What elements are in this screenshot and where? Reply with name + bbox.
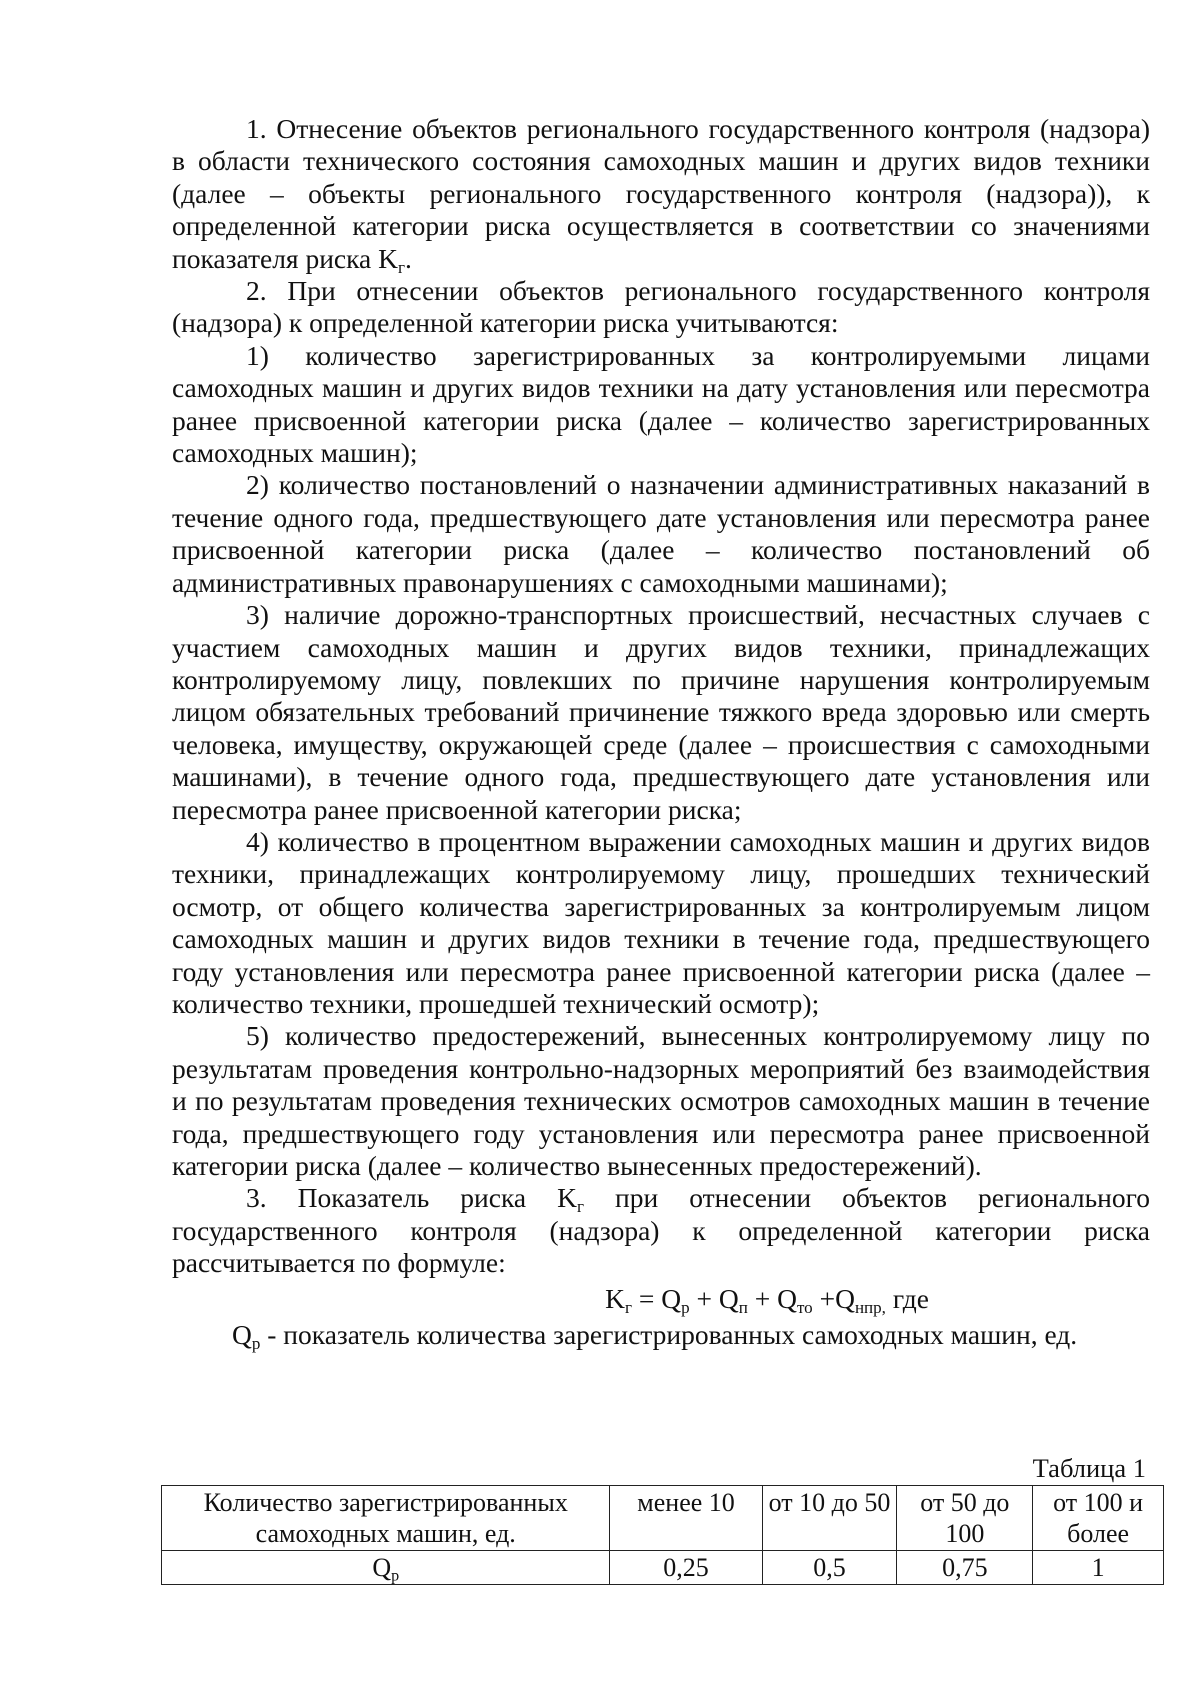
table-row-label bbox=[162, 1551, 610, 1585]
row-label-subscript: р bbox=[391, 1567, 400, 1585]
formula-term: + Q bbox=[747, 1282, 797, 1314]
definition-symbol: Q bbox=[232, 1319, 252, 1351]
table-cell: 0,25 bbox=[610, 1551, 762, 1585]
paragraph-3 bbox=[172, 1182, 1150, 1279]
formula-subscript: р bbox=[681, 1297, 690, 1317]
document-body bbox=[172, 113, 1150, 1351]
formula-k: K bbox=[605, 1282, 625, 1314]
formula-subscript: п bbox=[738, 1297, 748, 1317]
list-item-1: 1) количество зарегистрированных за контролируемыми лицами самоходных машин и других видов техники на дату установления или пересмотра ранее присвоенной категории риска (далее – количество зарегистрированных самоходных машин); bbox=[172, 339, 1150, 469]
table-row bbox=[162, 1551, 1164, 1585]
risk-index-subscript: г bbox=[576, 1197, 584, 1217]
paragraph-1-text: 1. Отнесение объектов регионального государственного контроля (надзора) в области технического состояния самоходных машин и других видов техники (далее – объекты регионального государственного контроля (надзора)), к определенной категории риска осуществляется в соответствии со значениями показателя риска K bbox=[172, 113, 1150, 274]
paragraph-3-text: при отнесении объектов регионального государственного контроля (надзора) к определенной категории риска рассчитывается по формуле: bbox=[172, 1182, 1150, 1279]
table-cell: 0,5 bbox=[762, 1551, 897, 1585]
formula-term: +Q bbox=[812, 1282, 855, 1314]
formula-subscript: нпр, bbox=[854, 1297, 886, 1317]
list-item-5: 5) количество предостережений, вынесенных контролируемому лицу по результатам проведения контрольно-надзорных мероприятий без взаимодействия и по результатам проведения технических осмотров самоходных машин в течение года, предшествующего году установления или пересмотра ранее присвоенной категории риска (далее – количество вынесенных предостережений). bbox=[172, 1020, 1150, 1181]
formula-tail: где bbox=[885, 1282, 929, 1314]
paragraph-2: 2. При отнесении объектов регионального государственного контроля (надзора) к определенной категории риска учитываются: bbox=[172, 275, 1150, 339]
table-cell: 1 bbox=[1033, 1551, 1164, 1585]
list-item-4: 4) количество в процентном выражении самоходных машин и других видов техники, принадлежащих контролируемому лицу, прошедших технический осмотр, от общего количества зарегистрированных за контролируемым лицом самоходных машин и других видов техники в течение года, предшествующего году установления или пересмотра ранее присвоенной категории риска (далее – количество техники, прошедшей технический осмотр); bbox=[172, 825, 1150, 1019]
paragraph-1-end: . bbox=[405, 242, 412, 274]
list-item-2: 2) количество постановлений о назначении административных наказаний в течение одного года, предшествующего дате установления или пересмотра ранее присвоенной категории риска (далее – количество постановлений об административных правонарушениях с самоходными машинами); bbox=[172, 469, 1150, 598]
risk-index-subscript: г bbox=[398, 257, 406, 277]
table-header-cell: от 10 до 50 bbox=[762, 1486, 897, 1551]
paragraph-1 bbox=[172, 113, 1150, 275]
table-header-row bbox=[162, 1486, 1164, 1551]
row-label-symbol: Q bbox=[372, 1553, 392, 1582]
formula-k-subscript: г bbox=[624, 1297, 632, 1317]
risk-formula bbox=[172, 1283, 1150, 1315]
table-cell: 0,75 bbox=[897, 1551, 1033, 1585]
formula-term: = Q bbox=[631, 1282, 682, 1314]
table-header-cell: менее 10 bbox=[610, 1486, 762, 1551]
list-item-3: 3) наличие дорожно-транспортных происшествий, несчастных случаев с участием самоходных машин и других видов техники, принадлежащих контролируемому лицу, повлекших по причине нарушения контролируемым лицом обязательных требований причинение тяжкого вреда здоровью или смерть человека, имуществу, окружающей среде (далее – происшествия с самоходными машинами), в течение одного года, предшествующего дате установления или пересмотра ранее присвоенной категории риска; bbox=[172, 599, 1150, 825]
formula-subscript: то bbox=[796, 1297, 813, 1317]
definition-text: - показатель количества зарегистрированных самоходных машин, ед. bbox=[260, 1319, 1078, 1351]
table-caption: Таблица 1 bbox=[1032, 1453, 1146, 1483]
table-header-cell: от 50 до 100 bbox=[897, 1486, 1033, 1551]
risk-table bbox=[161, 1485, 1164, 1585]
table-header-cell: от 100 и более bbox=[1033, 1486, 1164, 1551]
formula-definition bbox=[172, 1319, 1150, 1351]
definition-subscript: р bbox=[251, 1333, 261, 1353]
table-header-label: Количество зарегистрированных самоходных машин, ед. bbox=[162, 1486, 610, 1551]
formula-term: + Q bbox=[689, 1282, 739, 1314]
paragraph-3-start: 3. Показатель риска K bbox=[246, 1182, 577, 1214]
